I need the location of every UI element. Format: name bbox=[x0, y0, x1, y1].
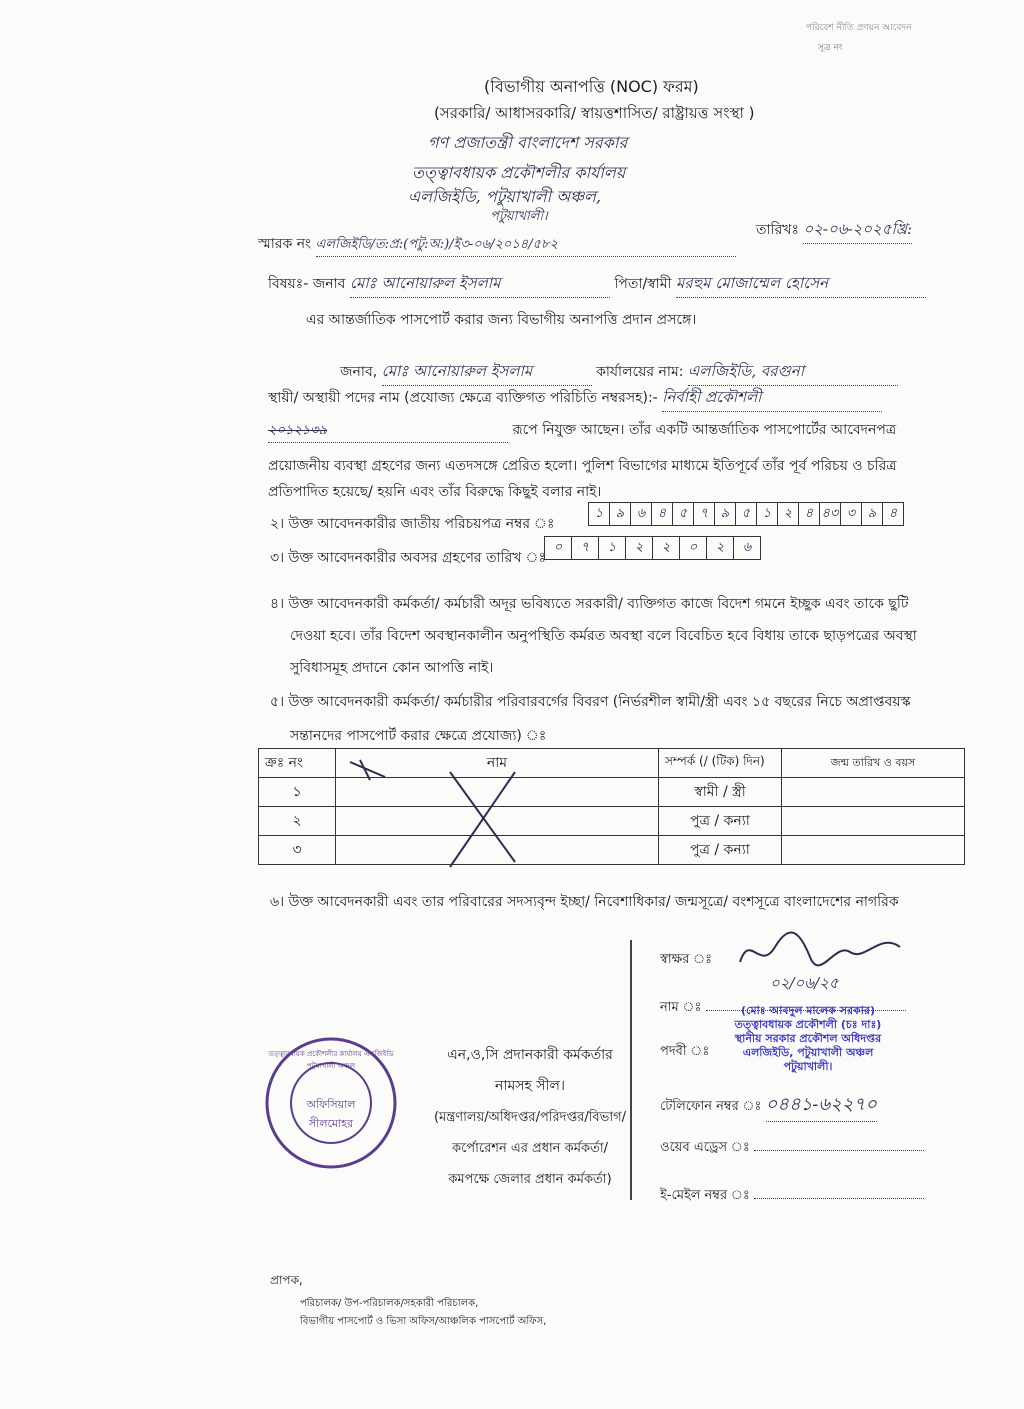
sign-label: স্বাক্ষর ঃ bbox=[660, 952, 713, 967]
phone-value: ০৪৪১-৬২২৭০ bbox=[766, 1090, 877, 1122]
body-line3-rest: রূপে নিযুক্ত আছেন। তাঁর একটি আন্তর্জাতিক পাসপোর্টের আবেদনপত্র bbox=[512, 422, 897, 438]
nid-digit: ৩ bbox=[841, 503, 862, 525]
subject-parent-label: পিতা/স্বামী bbox=[614, 276, 672, 292]
nid-digit: ১ bbox=[757, 503, 778, 525]
email-dots bbox=[754, 1198, 924, 1199]
retire-digit: ৭ bbox=[572, 537, 599, 559]
retire-digit: ৬ bbox=[742, 540, 752, 555]
body-row-3 bbox=[268, 418, 896, 443]
item5-line1: ৫। উক্ত আবেদনকারী কর্মকর্তা/ কর্মচারীর পরিবারবর্গের বিবরণ (নির্ভরশীল স্বামী/স্ত্রী এবং ১৫ বছরের নিচে অপ্রাপ্তবয়স্ক bbox=[270, 694, 911, 710]
nid-digit: ৭ bbox=[694, 503, 715, 525]
col-header-birth: জন্ম তারিখ ও বয়স bbox=[782, 749, 965, 778]
designation-label-sign: পদবী ঃ bbox=[660, 1044, 710, 1059]
nid-digit: ২ bbox=[778, 503, 799, 525]
nid-digit: ৪ bbox=[888, 506, 898, 521]
nid-digit: ৯ bbox=[715, 503, 736, 525]
recipient-line2: বিভাগীয় পাসপোর্ট ও ভিসা অফিস/আঞ্চলিক পাসপোর্ট অফিস, bbox=[300, 1316, 547, 1327]
body-office-label: কার্যালয়ের নাম: bbox=[596, 364, 684, 380]
retire-digit: ২ bbox=[653, 537, 680, 559]
office-line-3: এলজিইডি, পটুয়াখালী অঞ্চল, bbox=[408, 187, 602, 206]
body-name: মোঃ আনোয়ারুল ইসলাম bbox=[382, 360, 592, 386]
row-relation: পুত্র / কন্যা bbox=[659, 807, 782, 836]
retire-digit: ২ bbox=[626, 537, 653, 559]
nid-digit: ১ bbox=[589, 503, 610, 525]
noc-issuer-block bbox=[430, 1040, 630, 1195]
noc-line: (মন্ত্রণালয়/অধিদপ্তর/পরিদপ্তর/বিভাগ/ bbox=[433, 1110, 627, 1125]
sign-date: ০২/০৬/২৫ bbox=[770, 974, 839, 992]
org-types: (সরকারি/ আধাসরকারি/ স্বায়ত্তশাসিত/ রাষ্ট্রায়ত্ত সংস্থা ) bbox=[434, 104, 755, 122]
email-row bbox=[660, 1186, 924, 1207]
subject-line2: এর আন্তর্জাতিক পাসপোর্ট করার জন্য বিভাগীয় অনাপত্তি প্রদান প্রসঙ্গে। bbox=[306, 312, 697, 328]
corner-mark-top: পরিবেশ নীতি প্রণয়ন আবেদন bbox=[806, 23, 912, 33]
noc-line: কর্পোরেশন এর প্রধান কর্মকর্তা/ bbox=[451, 1141, 608, 1156]
row-relation: স্বামী / স্ত্রী bbox=[659, 778, 782, 807]
memo-date-label: তারিখঃ bbox=[756, 222, 799, 238]
row-serial: ১ bbox=[259, 778, 336, 807]
body-janab: জনাব, bbox=[340, 364, 378, 380]
table-strikeout-mark bbox=[330, 752, 550, 882]
web-dots bbox=[754, 1150, 924, 1151]
row-serial: ৩ bbox=[259, 836, 336, 865]
row-birth bbox=[782, 778, 965, 807]
seal-ring-text: তত্ত্বাবধায়ক প্রকৌশলীর কার্যালয় এলজিইডি পটুয়াখালী অঞ্চল bbox=[268, 1050, 394, 1070]
column-divider bbox=[630, 940, 632, 1200]
officer-name-stamp bbox=[708, 1004, 908, 1074]
item6-line: ৬। উক্ত আবেদনকারী এবং তার পরিবারের সদস্যবৃন্দ ইচ্ছা/ নিবেশাধিকার/ জন্মসূত্রে/ বংশসূত্রে বাংলাদেশের নাগরিক bbox=[270, 894, 899, 910]
memo-date-value: ০২-০৬-২০২৫খ্রি: bbox=[803, 218, 912, 244]
subject-parent: মরহুম মোজাম্মেল হোসেন bbox=[676, 272, 926, 298]
stamp-line: পটুয়াখালী। bbox=[783, 1060, 833, 1073]
item4-line1: ৪। উক্ত আবেদনকারী কর্মকর্তা/ কর্মচারী অদূর ভবিষ্যতে সরকারী/ ব্যক্তিগত কাজে বিদেশ গমনে ইচ্ছুক এবং তাকে ছুটি bbox=[270, 596, 909, 612]
phone-row bbox=[660, 1090, 877, 1122]
noc-line: নামসহ সীল। bbox=[495, 1078, 565, 1094]
email-label: ই-মেইল নম্বর ঃ bbox=[660, 1188, 750, 1203]
subject-row bbox=[268, 272, 926, 298]
memo-value: এলজিইডি/ত:প্র:(পটু:অ:)/ই৩-০৬/২০১৪/৫৮২ bbox=[316, 235, 736, 257]
nid-digit: ৬ bbox=[631, 503, 652, 525]
memo-date-row bbox=[756, 218, 912, 244]
stamp-line: স্থানীয় সরকার প্রকৌশল অধিদপ্তর bbox=[734, 1032, 882, 1045]
subject-label: বিষয়ঃ- জনাব bbox=[268, 276, 346, 292]
item4-line2: দেওয়া হবে। তাঁর বিদেশ অবস্থানকালীন অনুপস্থিতি কর্মরত অবস্থা বলে বিবেচিত হবে বিধায় তাকে ছাড়পত্রের অবস্থা bbox=[290, 628, 917, 644]
row-birth bbox=[782, 836, 965, 865]
memo-row bbox=[258, 232, 736, 257]
nid-digit: ৫ bbox=[673, 503, 694, 525]
body-row-1 bbox=[340, 360, 898, 386]
col-header-serial: ক্রঃ নং bbox=[259, 749, 336, 778]
row-serial: ২ bbox=[259, 807, 336, 836]
stamp-line: তত্ত্বাবধায়ক প্রকৌশলী (চঃ দাঃ) bbox=[734, 1018, 882, 1031]
nid-digit: ৪৩ bbox=[820, 503, 841, 525]
body-line4: প্রয়োজনীয় ব্যবস্থা গ্রহণের জন্য এতদসঙ্গে প্রেরিত হলো। পুলিশ বিভাগের মাধ্যমে ইতিপূর্বে তাঁর পূর্ব পরিচয় ও চরিত্র bbox=[268, 458, 897, 474]
form-title: (বিভাগীয় অনাপত্তি (NOC) ফরম) bbox=[484, 77, 699, 96]
retire-digit: ২ bbox=[707, 537, 734, 559]
stamp-line: (মোঃ আবদুল মালেক সরকার) bbox=[741, 1004, 875, 1017]
stamp-line: এলজিইডি, পটুয়াখালী অঞ্চল bbox=[742, 1046, 874, 1059]
body-line5: প্রতিপাদিত হয়েছে/ হয়নি এবং তাঁর বিরুদ্ধে কিছুই বলার নাই। bbox=[268, 484, 602, 500]
phone-label: টেলিফোন নম্বর ঃ bbox=[660, 1099, 762, 1114]
retire-digit: ০ bbox=[545, 537, 572, 559]
item4-line3: সুবিধাসমূহ প্রদানে কোন আপত্তি নাই। bbox=[290, 660, 494, 676]
recipient-line1: পরিচালক/ উপ-পরিচালক/সহকারী পরিচালক, bbox=[300, 1298, 479, 1309]
corner-mark-ref: সূত্র নং bbox=[818, 43, 843, 53]
col-header-relation: সম্পর্ক (/ (টিক) দিন) bbox=[659, 749, 782, 778]
designation-label: স্থায়ী/ অস্থায়ী পদের নাম (প্রযোজ্য ক্ষেত্রে ব্যক্তিগত পরিচিতি নম্বরসহ):- bbox=[268, 390, 658, 406]
item3-label: ৩। উক্ত আবেদনকারীর অবসর গ্রহণের তারিখ ঃ bbox=[270, 550, 546, 566]
name-label: নাম ঃ bbox=[660, 1000, 702, 1015]
recipient-label: প্রাপক, bbox=[270, 1273, 303, 1287]
nid-digit: ৯ bbox=[862, 503, 883, 525]
seal-center-text: অফিসিয়াল সীলমোহর bbox=[306, 1098, 356, 1130]
id-value: ২০১২১৩৯ bbox=[268, 421, 508, 443]
body-row-2 bbox=[268, 386, 882, 412]
nid-boxes bbox=[588, 502, 904, 526]
nid-digit: ৪ bbox=[799, 503, 820, 525]
designation-value: নির্বাহী প্রকৌশলী bbox=[662, 386, 882, 412]
noc-line: কমপক্ষে জেলার প্রধান কর্মকর্তা) bbox=[448, 1172, 612, 1187]
web-label: ওয়েব এড্রেস ঃ bbox=[660, 1140, 750, 1155]
memo-label: স্মারক নং bbox=[258, 236, 312, 252]
office-line-1: গণ প্রজাতন্ত্রী বাংলাদেশ সরকার bbox=[428, 133, 628, 152]
body-office: এলজিইডি, বরগুনা bbox=[688, 360, 898, 386]
web-row bbox=[660, 1138, 924, 1159]
noc-line: এন,ও,সি প্রদানকারী কর্মকর্তার bbox=[447, 1047, 613, 1063]
office-line-2: তত্ত্বাবধায়ক প্রকৌশলীর কার্যালয় bbox=[412, 163, 626, 182]
nid-digit: ৯ bbox=[610, 503, 631, 525]
item5-line2: সন্তানদের পাসপোর্ট করার ক্ষেত্রে প্রযোজ্য) ঃ bbox=[290, 728, 547, 744]
office-seal bbox=[262, 1034, 400, 1172]
retire-date-boxes bbox=[544, 536, 761, 560]
office-line-4: পটুয়াখালী। bbox=[490, 209, 548, 224]
row-birth bbox=[782, 807, 965, 836]
nid-digit: ৪ bbox=[652, 503, 673, 525]
subject-name: মোঃ আনোয়ারুল ইসলাম bbox=[350, 272, 610, 298]
nid-digit: ৫ bbox=[736, 503, 757, 525]
retire-digit: ১ bbox=[599, 537, 626, 559]
row-relation: পুত্র / কন্যা bbox=[659, 836, 782, 865]
col-header-name: নাম bbox=[336, 749, 659, 778]
item2-label: ২। উক্ত আবেদনকারীর জাতীয় পরিচয়পত্র নম্বর ঃ bbox=[270, 516, 555, 532]
retire-digit: ০ bbox=[680, 537, 707, 559]
